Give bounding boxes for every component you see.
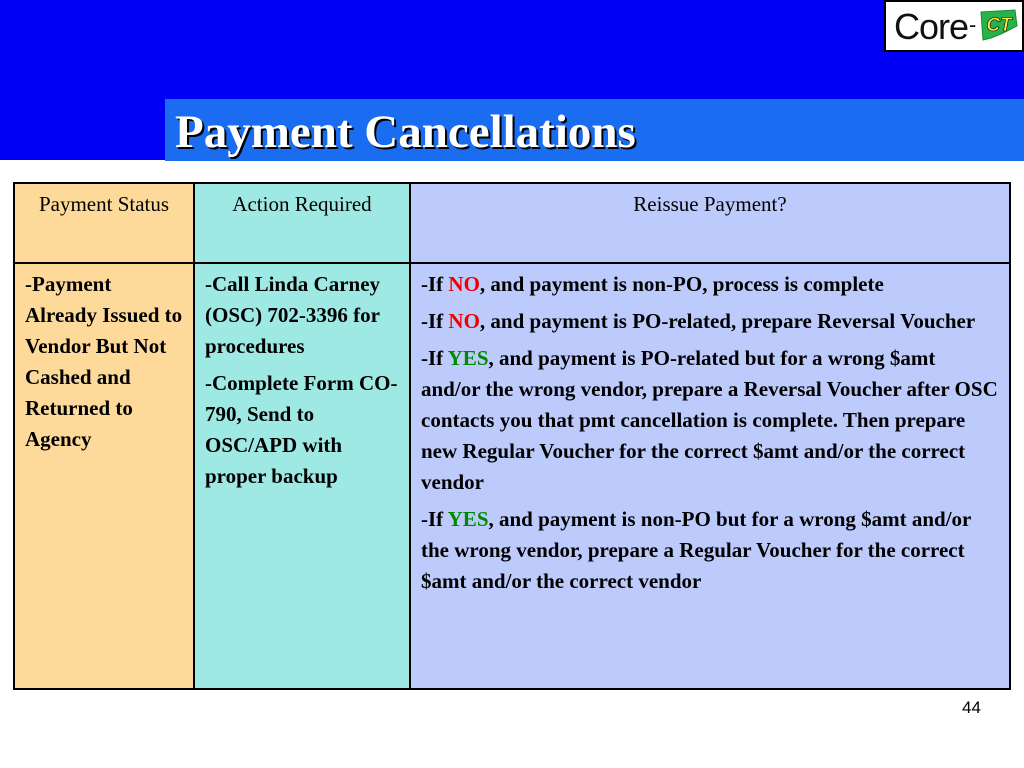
- reissue-cell: [410, 263, 1010, 689]
- reissue-prefix: -If: [421, 346, 448, 370]
- header-action-required: Action Required: [194, 183, 410, 263]
- reissue-item: [421, 306, 999, 337]
- logo-core-text: Core: [894, 6, 969, 47]
- header-reissue-payment: Reissue Payment?: [410, 183, 1010, 263]
- no-keyword: NO: [448, 309, 480, 333]
- reissue-item: [421, 343, 999, 498]
- yes-keyword: YES: [447, 346, 489, 370]
- reissue-item: [421, 269, 999, 300]
- status-cell: -Payment Already Issued to Vendor But Not Cashed and Returned to Agency: [14, 263, 194, 689]
- table-row: [14, 263, 1010, 689]
- connecticut-state-icon: [979, 8, 1019, 42]
- page-number: 44: [962, 698, 981, 717]
- action-item: -Call Linda Carney (OSC) 702-3396 for procedures: [205, 272, 381, 358]
- no-keyword: NO: [448, 272, 480, 296]
- logo-ct-text: CT: [986, 15, 1012, 36]
- action-cell: [194, 263, 410, 689]
- header-payment-status: Payment Status: [14, 183, 194, 263]
- slide-title: Payment Cancellations: [175, 106, 636, 158]
- logo-dash: -: [969, 12, 977, 37]
- reissue-prefix: -If: [421, 272, 449, 296]
- reissue-text: , and payment is PO-related but for a wrong $amt and/or the wrong vendor, prepare a Reversal Voucher after OSC contacts you that pmt cancellation is complete. Then prepare new Regular Voucher for the correct $amt and/or the correct vendor: [421, 346, 998, 494]
- yes-keyword: YES: [447, 507, 489, 531]
- reissue-prefix: -If: [421, 507, 448, 531]
- reissue-prefix: -If: [421, 309, 449, 333]
- reissue-text: , and payment is non-PO but for a wrong $amt and/or the wrong vendor, prepare a Regular Voucher for the correct $amt and/or the correct vendor: [421, 507, 971, 593]
- reissue-text: , and payment is PO-related, prepare Reversal Voucher: [479, 309, 976, 333]
- payment-cancellation-table: [13, 182, 1011, 690]
- core-ct-logo: [884, 0, 1024, 52]
- reissue-text: , and payment is non-PO, process is complete: [479, 272, 884, 296]
- table-header-row: [14, 183, 1010, 263]
- action-item: -Complete Form CO-790, Send to OSC/APD with proper backup: [205, 371, 398, 488]
- reissue-item: [421, 504, 999, 597]
